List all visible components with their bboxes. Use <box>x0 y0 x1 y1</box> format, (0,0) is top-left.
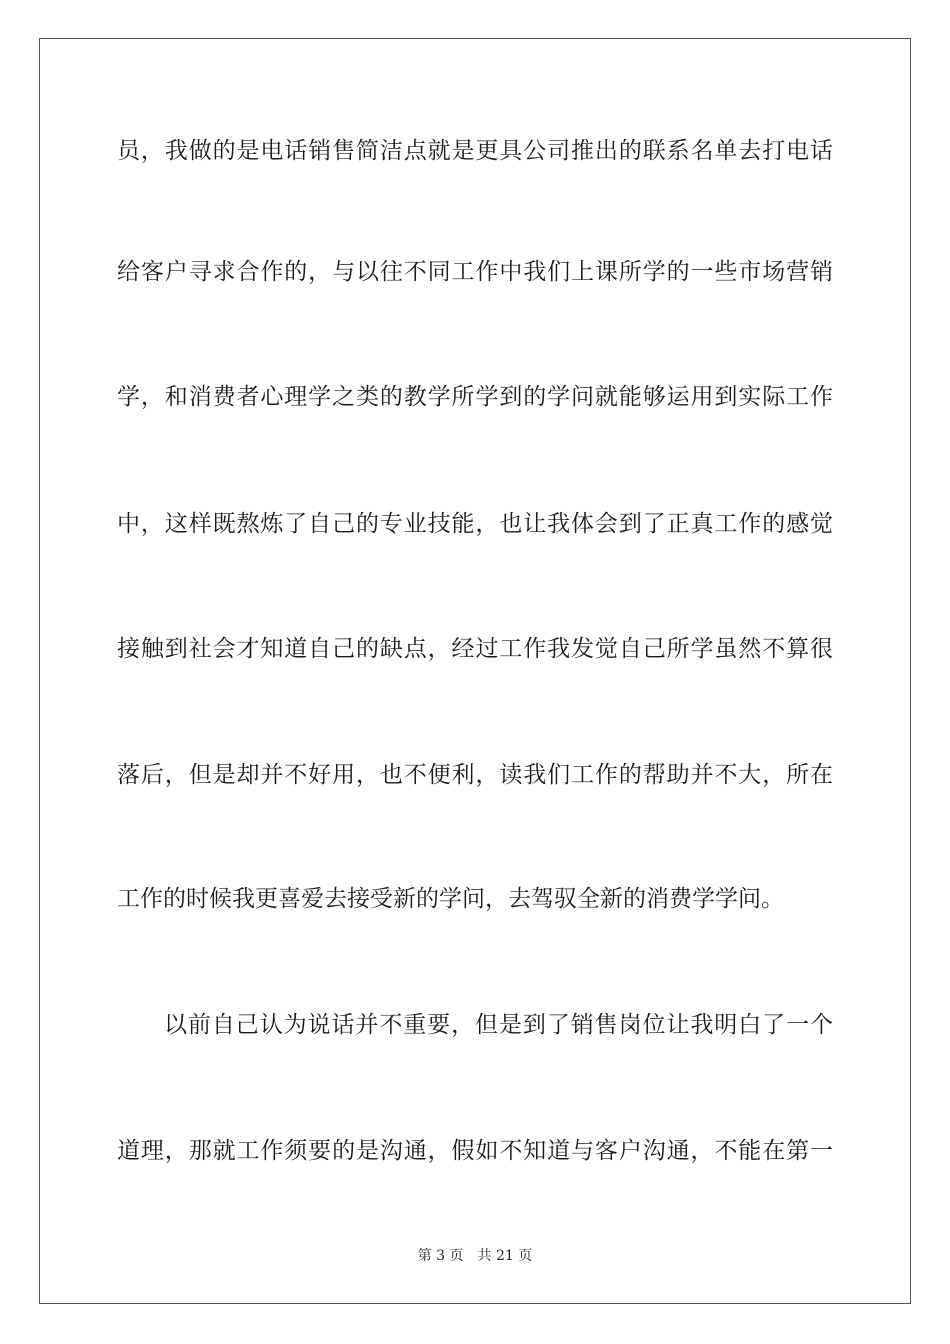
body-text-line: 员，我做的是电话销售简洁点就是更具公司推出的联系名单去打电话 <box>117 138 833 164</box>
body-text-line: 中，这样既熬炼了自己的专业技能，也让我体会到了正真工作的感觉 <box>117 511 833 537</box>
body-text-line: 道理，那就工作须要的是沟通，假如不知道与客户沟通，不能在第一 <box>117 1138 833 1164</box>
page-total: 共 21 页 <box>477 1248 533 1264</box>
paragraph-first-line: 以前自己认为说话并不重要，但是到了销售岗位让我明白了一个 <box>164 1012 833 1038</box>
body-text-line: 落后，但是却并不好用，也不便利，读我们工作的帮助并不大，所在 <box>117 762 833 788</box>
page-number: 第 3 页 <box>417 1248 464 1264</box>
body-text-line: 接触到社会才知道自己的缺点，经过工作我发觉自己所学虽然不算很 <box>117 636 833 662</box>
body-text-line: 学，和消费者心理学之类的教学所学到的学问就能够运用到实际工作 <box>117 384 833 410</box>
body-text-line: 给客户寻求合作的，与以往不同工作中我们上课所学的一些市场营销 <box>117 259 833 285</box>
page-footer <box>0 1247 950 1265</box>
body-text-line: 工作的时候我更喜爱去接受新的学问，去驾驭全新的消费学学问。 <box>117 886 784 912</box>
page-border <box>39 38 911 1304</box>
